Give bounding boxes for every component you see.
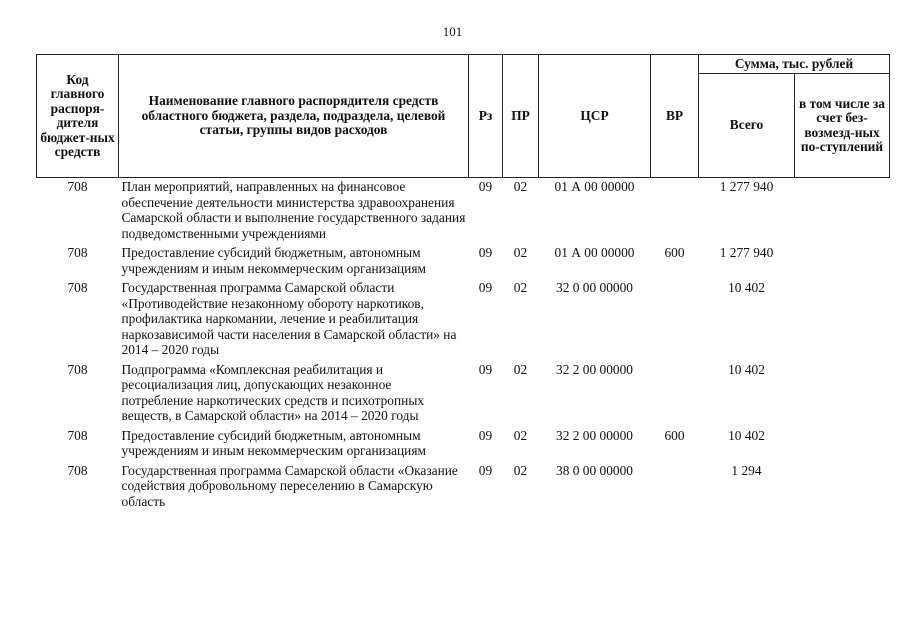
- header-code: Код главного распоря-дителя бюджет-ных средств: [37, 55, 119, 178]
- cell-name: Государственная программа Самарской области «Противодействие незаконному обороту наркотиков, профилактика наркомании, лечение и реабилитация наркозависимой части населения в Самарской области» на 2014 – 2020 годы: [121, 280, 457, 357]
- header-sum: Сумма, тыс. рублей: [699, 55, 890, 74]
- cell-total: 10 402: [728, 361, 765, 377]
- table-row: [37, 178, 890, 245]
- table-row: [37, 427, 890, 462]
- cell-code: 708: [67, 361, 88, 377]
- cell-csr: 38 0 00 00000: [556, 462, 633, 478]
- cell-gratuitous: [795, 178, 890, 245]
- cell-gratuitous: [795, 279, 890, 361]
- cell-code: 708: [67, 280, 88, 295]
- cell-vr: [651, 361, 699, 427]
- cell-code: 708: [67, 245, 88, 260]
- cell-csr: 01 А 00 00000: [554, 179, 635, 194]
- cell-total: 1 277 940: [719, 179, 774, 194]
- header-rz: Рз: [469, 55, 503, 178]
- cell-gratuitous: [795, 427, 890, 462]
- cell-code: 708: [67, 462, 88, 478]
- cell-name: Подпрограмма «Комплексная реабилитация и ресоциализация лиц, допускающих незаконное потребление наркотических средств и психотропных веществ, в Самарской области» на 2014 – 2020 годы: [121, 361, 425, 423]
- cell-name: План мероприятий, направленных на финансовое обеспечение деятельности министерства здравоохранения Самарской области и выполнение государственного задания подведомственными учреждениями: [121, 179, 466, 241]
- cell-csr: 32 0 00 00000: [556, 280, 633, 295]
- cell-gratuitous: [795, 361, 890, 427]
- cell-vr: 600: [664, 427, 685, 443]
- cell-pr: 02: [513, 462, 528, 478]
- table-row: [37, 244, 890, 279]
- cell-pr: 02: [513, 179, 528, 194]
- cell-pr: 02: [513, 361, 528, 377]
- header-total: Всего: [699, 74, 795, 178]
- cell-code: 708: [67, 427, 88, 443]
- cell-total: 1 277 940: [719, 245, 774, 260]
- cell-total: 10 402: [728, 427, 765, 443]
- cell-total: 1 294: [731, 462, 762, 478]
- table-header: [37, 55, 890, 178]
- cell-rz: 09: [478, 462, 493, 478]
- cell-csr: 32 2 00 00000: [556, 427, 633, 443]
- cell-name: Предоставление субсидий бюджетным, автономным учреждениям и иным некоммерческим организациям: [121, 245, 426, 276]
- table-body: [37, 178, 890, 513]
- header-gratuitous: в том числе за счет без-возмезд-ных по-ступлений: [795, 74, 890, 178]
- cell-rz: 09: [478, 361, 493, 377]
- cell-csr: 01 А 00 00000: [554, 245, 635, 260]
- budget-table: [36, 54, 890, 512]
- cell-code: 708: [67, 179, 88, 194]
- cell-total: 10 402: [728, 280, 765, 295]
- cell-name: Предоставление субсидий бюджетным, автономным учреждениям и иным некоммерческим организациям: [121, 427, 426, 458]
- cell-rz: 09: [478, 280, 493, 295]
- cell-pr: 02: [513, 427, 528, 443]
- header-csr: ЦСР: [539, 55, 651, 178]
- cell-pr: 02: [513, 280, 528, 295]
- cell-rz: 09: [478, 245, 493, 260]
- cell-gratuitous: [795, 462, 890, 513]
- cell-name: Государственная программа Самарской области «Оказание содействия добровольному переселению в Самарскую область: [121, 462, 458, 509]
- cell-csr: 32 2 00 00000: [556, 361, 633, 377]
- table-row: [37, 361, 890, 427]
- cell-gratuitous: [795, 244, 890, 279]
- cell-vr: [651, 178, 699, 245]
- page-number: 101: [442, 24, 463, 39]
- header-name: Наименование главного распорядителя средств областного бюджета, раздела, подраздела, целевой статьи, группы видов расходов: [119, 55, 469, 178]
- cell-vr: [651, 279, 699, 361]
- cell-rz: 09: [478, 427, 493, 443]
- table-row: [37, 279, 890, 361]
- table-row: [37, 462, 890, 513]
- cell-rz: 09: [478, 179, 493, 194]
- cell-pr: 02: [513, 245, 528, 260]
- header-pr: ПР: [503, 55, 539, 178]
- cell-vr: 600: [664, 245, 685, 260]
- header-vr: ВР: [651, 55, 699, 178]
- cell-vr: [651, 462, 699, 513]
